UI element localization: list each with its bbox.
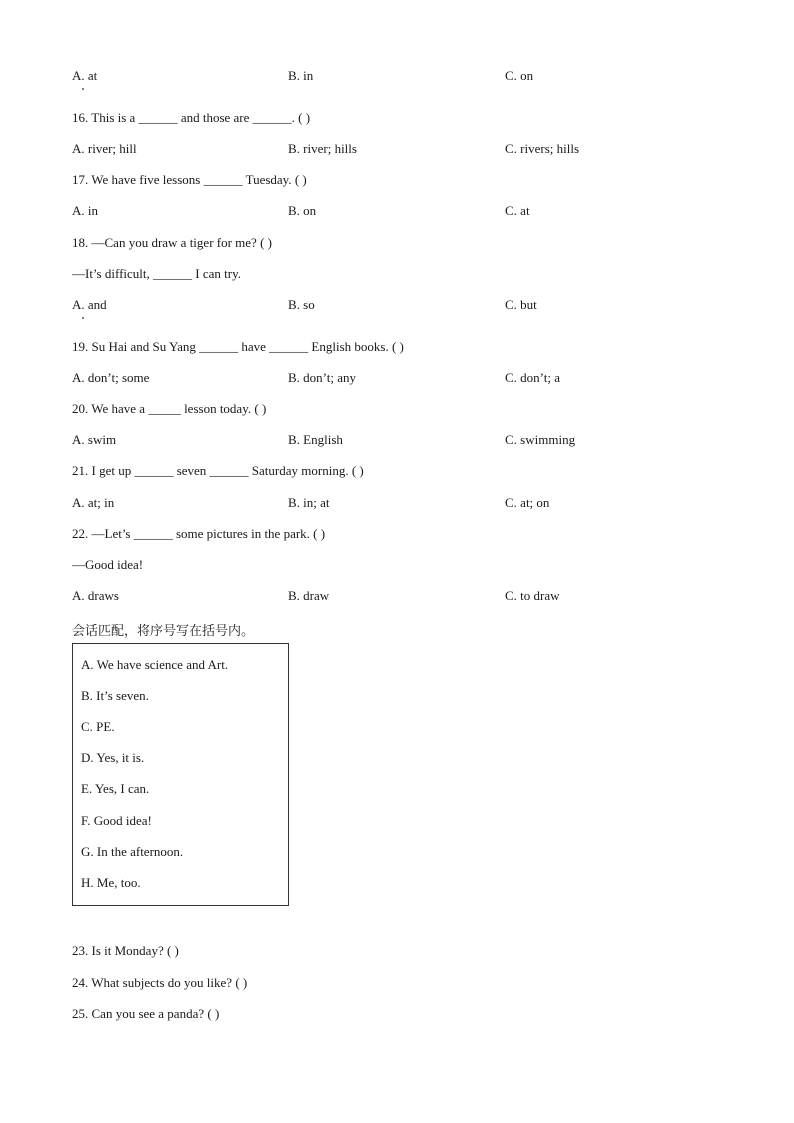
choice-b: B. It’s seven. [81, 688, 149, 703]
q22-option-c: C. to draw [505, 588, 560, 603]
choice-f: F. Good idea! [81, 813, 152, 828]
choice-h: H. Me, too. [81, 875, 141, 890]
question-16: 16. This is a ______ and those are ______. ( ) [72, 110, 311, 125]
question-22-reply: —Good idea! [72, 557, 144, 572]
question-23: 23. Is it Monday? ( ) [72, 943, 179, 958]
q19-option-b: B. don’t; any [288, 370, 357, 385]
question-24: 24. What subjects do you like? ( ) [72, 975, 248, 990]
q17-option-c: C. at [505, 203, 530, 218]
q15-option-c: C. on [505, 68, 534, 83]
q15-option-b: B. in [288, 68, 314, 83]
question-18-reply: —It’s difficult, ______ I can try. [72, 266, 241, 281]
matching-heading: 会话匹配，将序号写在括号内。 [72, 624, 255, 639]
choice-g: G. In the afternoon. [81, 844, 184, 859]
q20-option-b: B. English [288, 432, 343, 447]
q16-option-c: C. rivers; hills [505, 141, 580, 156]
choice-d: D. Yes, it is. [81, 750, 145, 765]
question-21: 21. I get up ______ seven ______ Saturday morning. ( ) [72, 463, 364, 478]
q16-option-a: A. river; hill [72, 141, 137, 156]
q18-option-b: B. so [288, 297, 315, 312]
q20-option-c: C. swimming [505, 432, 576, 447]
question-20: 20. We have a _____ lesson today. ( ) [72, 401, 267, 416]
choice-c: C. PE. [81, 719, 115, 734]
q17-option-b: B. on [288, 203, 317, 218]
q21-option-c: C. at; on [505, 495, 550, 510]
q20-option-a: A. swim [72, 432, 117, 447]
mark-dot [82, 317, 84, 319]
q15-option-a: A. at [72, 68, 98, 83]
q21-option-b: B. in; at [288, 495, 330, 510]
q17-option-a: A. in [72, 203, 98, 218]
matching-choices-box [72, 643, 289, 906]
q22-option-b: B. draw [288, 588, 330, 603]
choice-a: A. We have science and Art. [81, 657, 229, 672]
question-17: 17. We have five lessons ______ Tuesday. ( ) [72, 172, 307, 187]
question-19: 19. Su Hai and Su Yang ______ have ______ English books. ( ) [72, 339, 404, 354]
q16-option-b: B. river; hills [288, 141, 357, 156]
q22-option-a: A. draws [72, 588, 119, 603]
question-25: 25. Can you see a panda? ( ) [72, 1006, 220, 1021]
q18-option-c: C. but [505, 297, 537, 312]
q18-option-a: A. and [72, 297, 107, 312]
question-18: 18. —Can you draw a tiger for me? ( ) [72, 235, 272, 250]
mark-dot [82, 88, 84, 90]
choice-e: E. Yes, I can. [81, 781, 150, 796]
q19-option-a: A. don’t; some [72, 370, 150, 385]
q21-option-a: A. at; in [72, 495, 115, 510]
question-22: 22. —Let’s ______ some pictures in the park. ( ) [72, 526, 326, 541]
q19-option-c: C. don’t; a [505, 370, 561, 385]
